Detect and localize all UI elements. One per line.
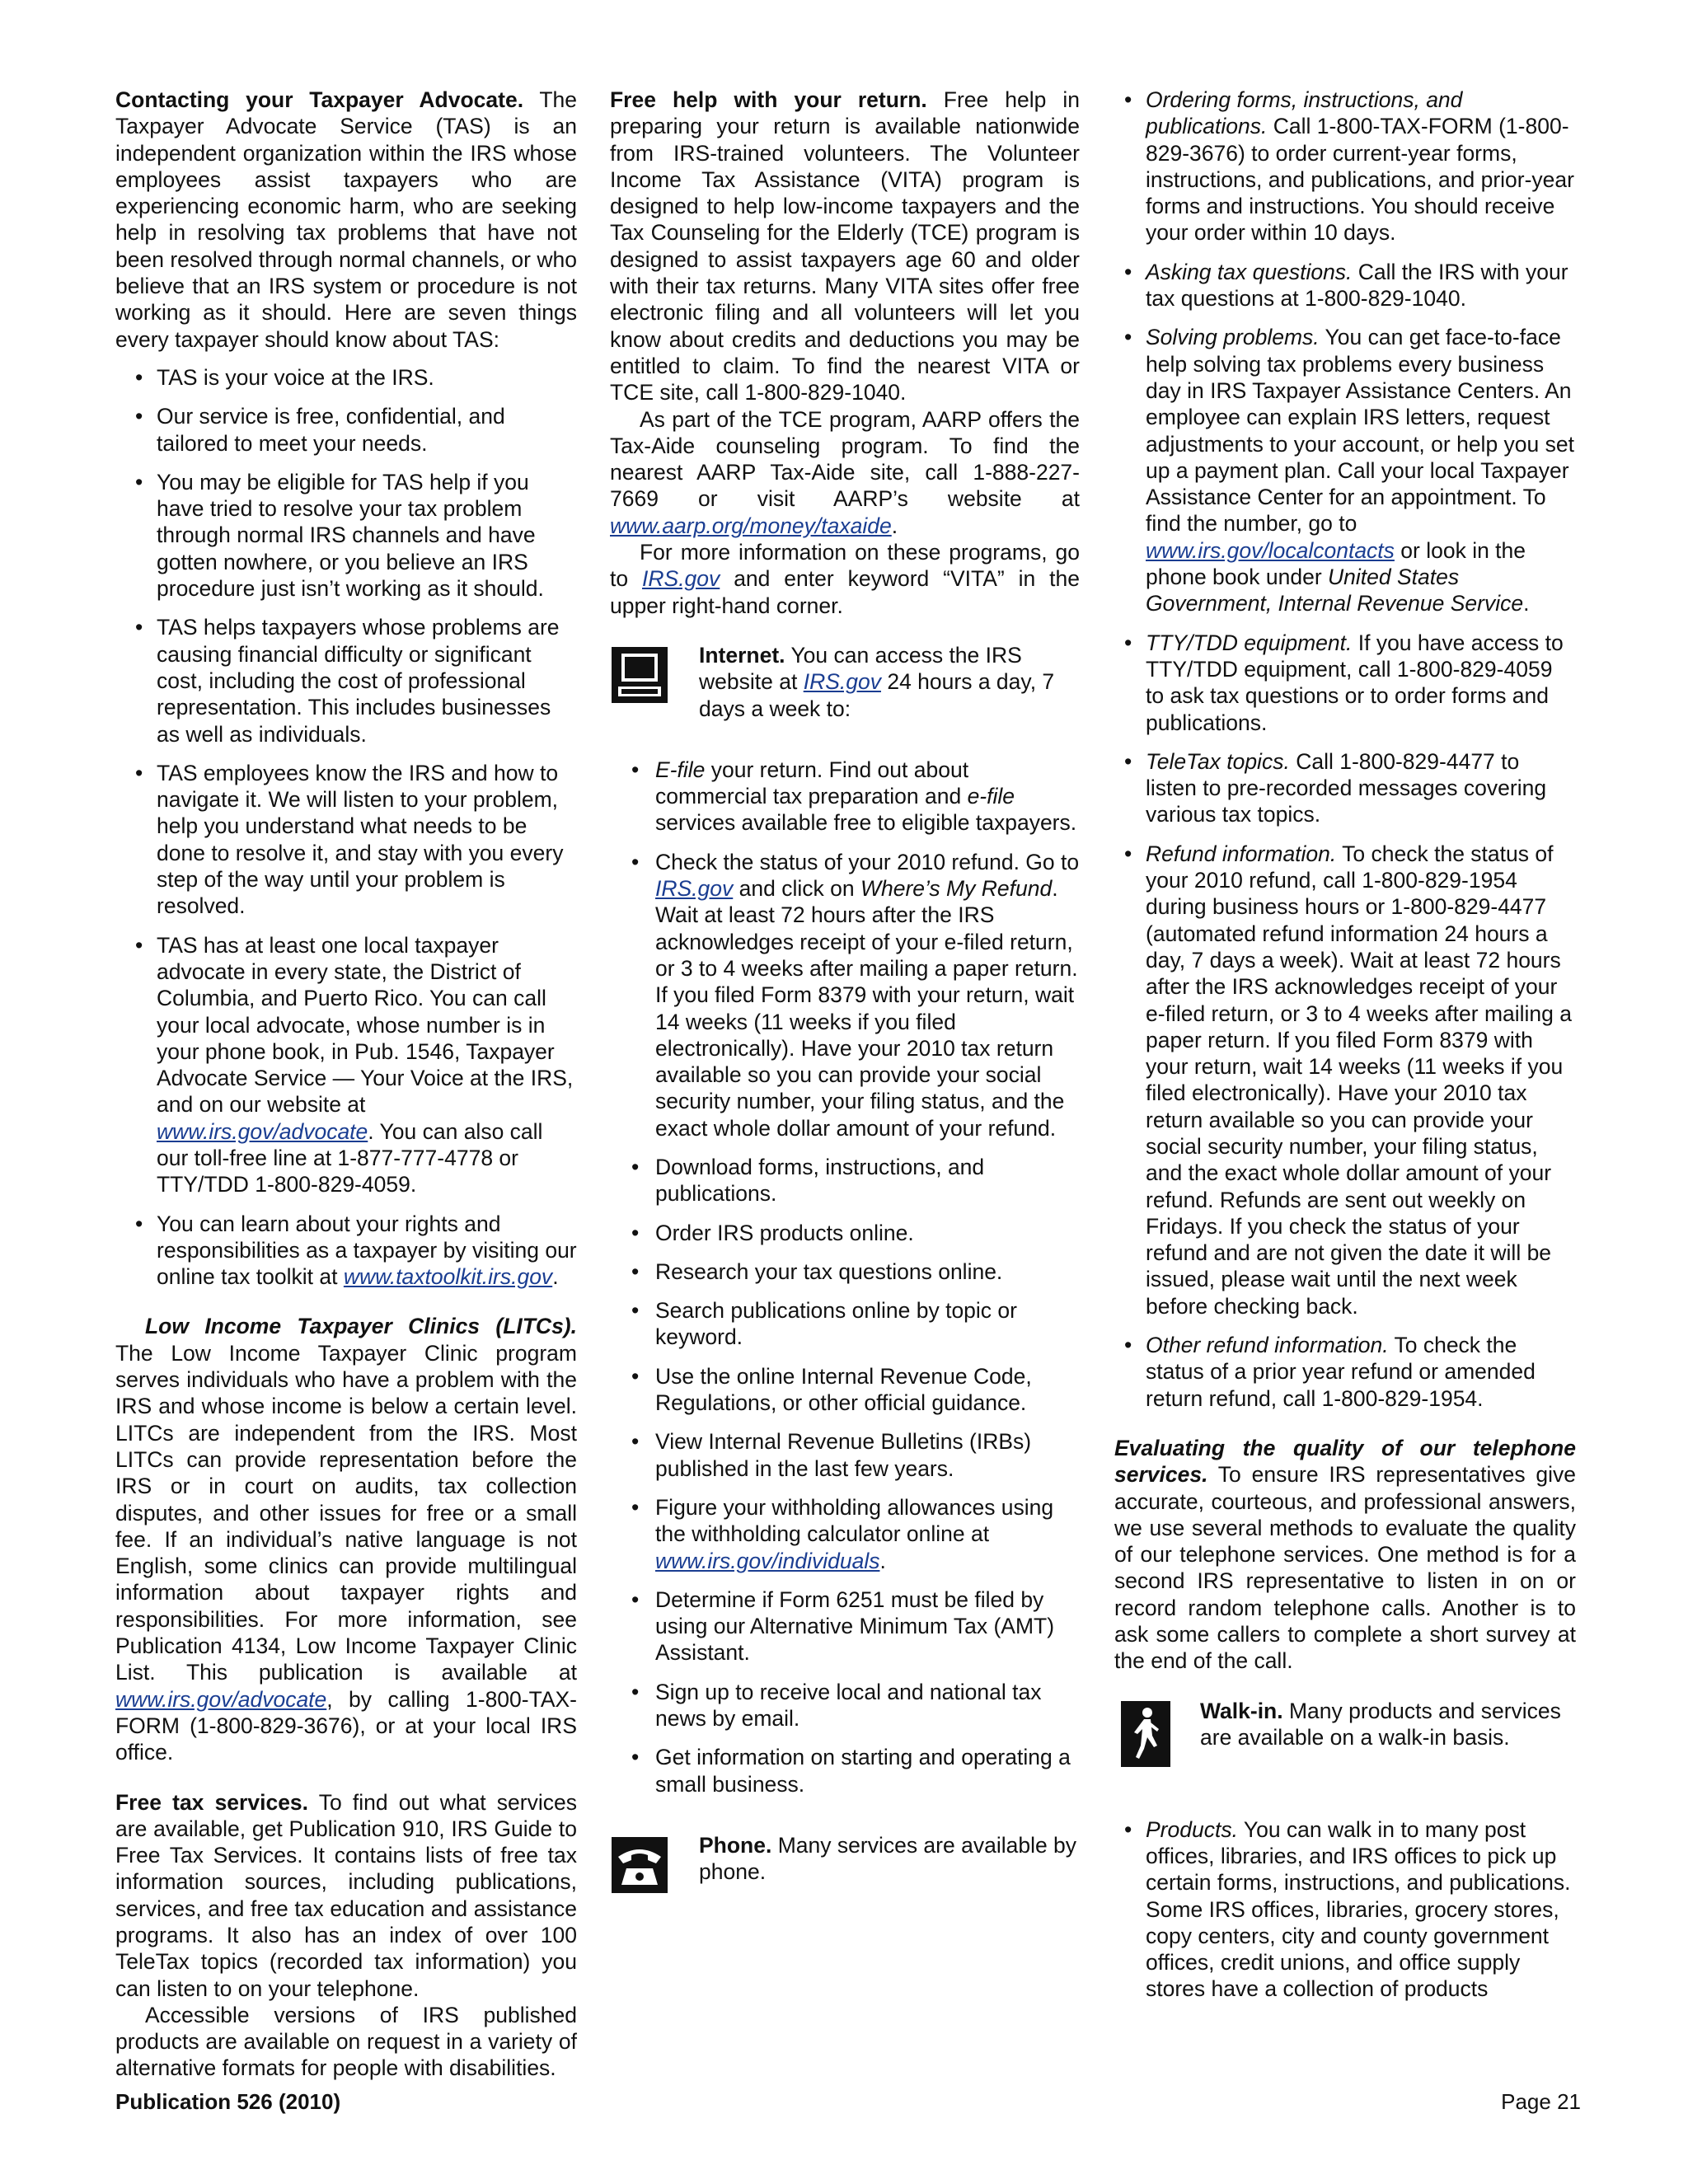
list-item: • Determine if Form 6251 must be filed by using our Alternative Minimum Tax (AMT) Assistant. bbox=[610, 1586, 1080, 1666]
list-item: • Ordering forms, instructions, and publications. Call 1-800-TAX-FORM (1-800-829-3676) to order current-year forms, instructions, and publications, and prior-year forms and instructions. You should receive your order within 10 days. bbox=[1114, 87, 1576, 246]
internet-paragraph: Internet. You can access the IRS website at IRS.gov 24 hours a day, 7 days a week to: bbox=[699, 642, 1055, 721]
irs-gov-link[interactable]: IRS.gov bbox=[642, 566, 720, 592]
column-1 bbox=[115, 87, 577, 2082]
list-item: • Other refund information. To check the status of a prior year refund or amended return refund, call 1-800-829-1954. bbox=[1114, 1332, 1576, 1412]
phone-section bbox=[610, 1832, 1080, 1895]
list-item: • Refund information. To check the status of your 2010 refund, call 1-800-829-1954 during business hours or 1-800-829-4477 (automated refund information 24 hours a day, 7 days a week). Wait at least 72 hours after the IRS acknowledges receipt of your e-filed return, or 3 to 4 weeks after mailing a paper return. If you filed Form 8379 with your return, wait 14 weeks (11 weeks if you filed electronically). Have your 2010 tax return available so you can provide your social security number, your filing status, and the exact whole dollar amount of your refund. Refunds are sent out weekly on Fridays. If you check the status of your refund and are not given the date it will be issued, please wait until the next week before checking back. bbox=[1114, 841, 1576, 1319]
evaluating-heading: Evaluating the quality of our telephone services. bbox=[1114, 1435, 1576, 1488]
more-info-paragraph: For more information on these programs, go to IRS.gov and enter keyword “VITA” in the upper right-hand corner. bbox=[610, 540, 1080, 618]
list-item: • TAS is your voice at the IRS. bbox=[115, 364, 577, 391]
litc-advocate-link[interactable]: www.irs.gov/advocate bbox=[115, 1686, 327, 1712]
free-services-heading: Free tax services. bbox=[115, 1789, 309, 1815]
evaluating-paragraph: Evaluating the quality of our telephone services. To ensure IRS representatives give accurate, courteous, and professional answers, we use several methods to evaluate the quality of our telephone services. One method is for a second IRS representative to listen in on or record random telephone calls. Another is to ask some callers to complete a short survey at the end of the call. bbox=[1114, 1435, 1576, 1674]
free-help-heading: Free help with your return. bbox=[610, 87, 927, 112]
column-3 bbox=[1114, 87, 1576, 2015]
phone-paragraph: Phone. Many services are available by phone. bbox=[699, 1832, 1077, 1885]
list-item: • Order IRS products online. bbox=[610, 1220, 1080, 1246]
list-item: • E-file your return. Find out about commercial tax preparation and e-file services available free to eligible taxpayers. bbox=[610, 757, 1080, 837]
litc-heading: Low Income Taxpayer Clinics (LITCs). bbox=[145, 1314, 577, 1339]
list-item: • Asking tax questions. Call the IRS with your tax questions at 1-800-829-1040. bbox=[1114, 259, 1576, 312]
list-item: • Get information on starting and operating a small business. bbox=[610, 1744, 1080, 1797]
litc-paragraph: Low Income Taxpayer Clinics (LITCs). The Low Income Taxpayer Clinic program serves individuals who have a problem with the IRS and whose income is below a certain level. LITCs are independent from the IRS. Most LITCs can provide representation before the IRS or in court on audits, tax collection disputes, and other issues for free or a small fee. If an individual’s native language is not English, some clinics can provide multilingual information about taxpayer rights and responsibilities. For more information, see Publication 4134, Low Income Taxpayer Clinic List. This publication is available at www.irs.gov/advocate, by calling 1-800-TAX-FORM (1-800-829-3676), or at your local IRS office. bbox=[115, 1314, 577, 1765]
computer-icon bbox=[610, 645, 669, 705]
walkin-heading: Walk-in. bbox=[1200, 1698, 1283, 1723]
advocate-link[interactable]: www.irs.gov/advocate bbox=[157, 1118, 368, 1144]
list-item: • TTY/TDD equipment. If you have access to TTY/TDD equipment, call 1-800-829-4059 to ask tax questions or to order forms and publications. bbox=[1114, 630, 1576, 736]
free-help-paragraph: Free help with your return. Free help in preparing your return is available nationwide from IRS-trained volunteers. The Volunteer Income Tax Assistance (VITA) program is designed to help low-income taxpayers and the Tax Counseling for the Elderly (TCE) program is designed to assist taxpayers age 60 and older with their tax returns. Many VITA sites offer free electronic filing and all volunteers will let you know about credits and deductions you may be entitled to claim. To find the nearest VITA or TCE site, call 1-800-829-1040. bbox=[610, 87, 1080, 405]
tas-intro-paragraph: Contacting your Taxpayer Advocate. The Taxpayer Advocate Service (TAS) is an independent organization within the IRS whose employees assist taxpayers who are experiencing economic harm, who are seeking help in resolving tax problems that have not been resolved through normal channels, or who believe that an IRS system or procedure is not working as it should. Here are seven things every taxpayer should know about TAS: bbox=[115, 87, 578, 352]
list-item: • Use the online Internal Revenue Code, Regulations, or other official guidance. bbox=[610, 1363, 1080, 1417]
localcontacts-link[interactable]: www.irs.gov/localcontacts bbox=[1146, 537, 1395, 563]
taxtoolkit-link[interactable]: www.taxtoolkit.irs.gov bbox=[343, 1264, 553, 1290]
internet-heading: Internet. bbox=[699, 642, 785, 668]
accessible-paragraph: Accessible versions of IRS published products are available on request in a variety of alternative formats for people with disabilities. bbox=[115, 2002, 577, 2081]
page-number: Page 21 bbox=[1501, 2089, 1581, 2114]
internet-section bbox=[610, 642, 1080, 722]
walking-person-icon bbox=[1121, 1701, 1170, 1767]
walkin-section bbox=[1114, 1698, 1576, 1767]
list-item: • Check the status of your 2010 refund. Go to IRS.gov and click on Where’s My Refund. Wait at least 72 hours after the IRS acknowledges receipt of your e-filed return, or 3 to 4 weeks after mailing a paper return. If you filed Form 8379 with your return, wait 14 weeks (11 weeks if you filed electronically). Have your 2010 tax return available so you can provide your social security number, your filing status, and the exact whole dollar amount of your refund. bbox=[610, 849, 1080, 1141]
phone-list bbox=[1114, 87, 1576, 1412]
list-item: • View Internal Revenue Bulletins (IRBs) published in the last few years. bbox=[610, 1428, 1080, 1482]
list-item: • TAS employees know the IRS and how to navigate it. We will listen to your problem, help you understand what needs to be done to resolve it, and stay with you every step of the way until your problem is resolved. bbox=[115, 760, 577, 920]
list-item: • Sign up to receive local and national tax news by email. bbox=[610, 1679, 1080, 1732]
tas-list bbox=[115, 364, 577, 1291]
walkin-paragraph: Walk-in. Many products and services are available on a walk-in basis. bbox=[1200, 1698, 1561, 1750]
telephone-icon bbox=[610, 1835, 669, 1895]
individuals-link[interactable]: www.irs.gov/individuals bbox=[655, 1548, 880, 1573]
list-item: • TAS helps taxpayers whose problems are causing financial difficulty or significant cost, including the cost of professional representation. This includes businesses as well as individuals. bbox=[115, 614, 577, 747]
list-item: • Solving problems. You can get face-to-face help solving tax problems every business day in IRS Taxpayer Assistance Centers. An employee can explain IRS letters, request adjustments to your account, or help you set up a payment plan. Call your local Taxpayer Assistance Center for an appointment. To find the number, go to www.irs.gov/localcontacts or look in the phone book under United States Government, Internal Revenue Service. bbox=[1114, 324, 1576, 616]
column-2 bbox=[610, 87, 1080, 1895]
list-item: • Products. You can walk in to many post offices, libraries, and IRS offices to pick up certain forms, instructions, and publications. Some IRS offices, libraries, grocery stores, copy centers, city and county government offices, credit unions, and office supply stores have a collection of products bbox=[1114, 1816, 1576, 2003]
publication-footer: Publication 526 (2010) bbox=[115, 2089, 341, 2114]
list-item: • TeleTax topics. Call 1-800-829-4477 to listen to pre-recorded messages covering various tax topics. bbox=[1114, 748, 1576, 828]
refund-irs-gov-link[interactable]: IRS.gov bbox=[655, 876, 734, 902]
list-item: • Search publications online by topic or keyword. bbox=[610, 1297, 1080, 1351]
list-item: • You may be eligible for TAS help if you have tried to resolve your tax problem through normal IRS channels and have gotten nowhere, or you believe an IRS procedure just isn’t working as it should. bbox=[115, 469, 577, 602]
aarp-paragraph: As part of the TCE program, AARP offers the Tax-Aide counseling program. To find the nearest AARP Tax-Aide site, call 1-888-227-7669 or visit AARP’s website at www.aarp.org/money/taxaide. bbox=[610, 406, 1080, 538]
list-item: • Download forms, instructions, and publications. bbox=[610, 1154, 1080, 1207]
list-item: • Research your tax questions online. bbox=[610, 1258, 1080, 1285]
internet-list bbox=[610, 757, 1080, 1797]
free-services-paragraph: Free tax services. To find out what services are available, get Publication 910, IRS Guide to Free Tax Services. It contains lists of free tax information sources, including publications, services, and free tax education and assistance programs. It also has an index of over 100 TeleTax topics (recorded tax information) you can listen to on your telephone. bbox=[115, 1789, 577, 2001]
tas-heading: Contacting your Taxpayer Advocate. bbox=[115, 87, 524, 112]
walkin-list bbox=[1114, 1816, 1576, 2003]
internet-irs-gov-link[interactable]: IRS.gov bbox=[803, 669, 881, 695]
aarp-link[interactable]: www.aarp.org/money/taxaide bbox=[610, 513, 892, 538]
list-item: • You can learn about your rights and responsibilities as a taxpayer by visiting our online tax toolkit at www.taxtoolkit.irs.gov. bbox=[115, 1211, 577, 1291]
phone-heading: Phone. bbox=[699, 1832, 772, 1858]
list-item: • Our service is free, confidential, and tailored to meet your needs. bbox=[115, 403, 577, 457]
list-item: • Figure your withholding allowances using the withholding calculator online at www.irs.gov/individuals. bbox=[610, 1494, 1080, 1574]
wheres-my-refund-link: Where’s My Refund bbox=[860, 876, 1053, 902]
list-item: • TAS has at least one local taxpayer advocate in every state, the District of Columbia, and Puerto Rico. You can call your local advocate, whose number is in your phone book, in Pub. 1546, Taxpayer Advocate Service — Your Voice at the IRS, and on our website at www.irs.gov/advocate. You can also call our toll-free line at 1-877-777-4778 or TTY/TDD 1-800-829-4059. bbox=[115, 932, 577, 1198]
